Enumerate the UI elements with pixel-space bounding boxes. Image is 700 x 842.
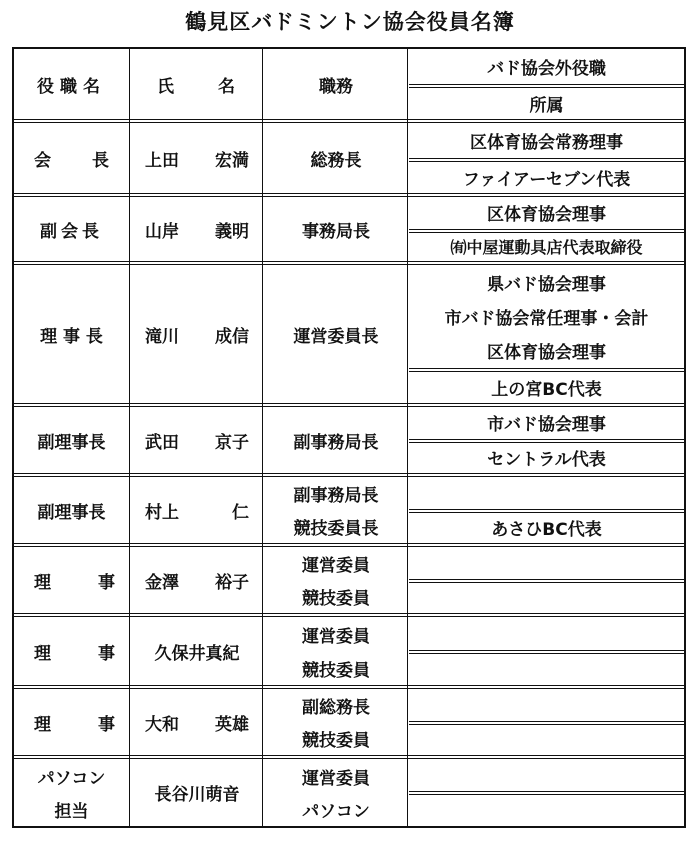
affil-cell: ファイアーセブン代表 (462, 169, 631, 190)
ext-cell: 区体育協会理事 (487, 205, 606, 225)
name-cell (131, 123, 263, 193)
table-row (14, 197, 684, 261)
name-text: 京子 (215, 432, 249, 453)
affil-cell: ㈲中屋運動具店代表取締役 (450, 238, 643, 257)
table-row (14, 759, 684, 826)
role-cell: 副会長 (40, 221, 103, 242)
ext-cell (409, 759, 684, 790)
role-cell: 担当 (54, 802, 89, 822)
duty-cell: 競技委員 (302, 589, 370, 609)
duty-cell: 副事務局長 (293, 432, 379, 453)
affil-cell: 上の宮BC代表 (491, 379, 602, 400)
name-text: 英雄 (215, 714, 249, 735)
name-text: 武田 (145, 432, 179, 453)
ext-cell: 区体育協会常務理事 (470, 132, 623, 153)
affil-cell: あさひBC代表 (491, 520, 602, 540)
name-cell: 久保井真紀 (154, 643, 240, 664)
affil-cell (409, 582, 684, 613)
header-ext: バド協会外役職 (487, 58, 606, 79)
duty-cell: パソコン (302, 802, 370, 822)
name-cell: 長谷川萌音 (154, 785, 240, 805)
ext-cell (409, 617, 684, 649)
ext-cell: 県バド協会理事 (487, 274, 606, 295)
table-row (14, 477, 684, 543)
role-cell: 副理事長 (37, 502, 106, 523)
name-cell (131, 265, 263, 403)
duty-cell: 運営委員 (302, 556, 370, 576)
name-text: 金澤 (145, 572, 179, 593)
table-header (14, 49, 684, 119)
header-name-a: 氏 (157, 76, 174, 97)
role-text: 事 (98, 572, 115, 593)
role-text: 理 (34, 714, 51, 735)
table-row (14, 689, 684, 755)
officer-table (12, 47, 686, 828)
name-text: 裕子 (215, 572, 249, 593)
name-text: 宏満 (215, 150, 249, 171)
duty-cell: 事務局長 (302, 221, 370, 242)
header-role: 役職名 (37, 76, 106, 97)
header-duty: 職務 (319, 76, 353, 97)
role-cell: 副理事長 (37, 432, 106, 453)
name-text: 上田 (145, 150, 179, 171)
name-cell (131, 477, 263, 543)
duty-cell: 副総務長 (302, 698, 370, 718)
name-cell (131, 689, 263, 755)
ext-cell: 区体育協会理事 (487, 342, 606, 363)
duty-cell: 競技委員長 (293, 519, 379, 539)
role-cell: パソコン (37, 768, 106, 789)
affil-cell (409, 724, 684, 755)
name-text: 大和 (145, 714, 179, 735)
role-cell (14, 123, 129, 193)
table-row (14, 265, 684, 403)
name-text: 成信 (215, 326, 249, 347)
duty-cell: 副事務局長 (293, 486, 379, 506)
ext-cell (409, 547, 684, 578)
name-cell (131, 407, 263, 473)
role-text: 事 (98, 643, 115, 664)
header-affil: 所属 (529, 95, 564, 116)
duty-cell: 運営委員 (302, 768, 370, 789)
duty-cell: 総務長 (310, 150, 362, 171)
role-cell: 理 事 長 (40, 326, 103, 347)
role-cell (14, 547, 129, 613)
header-name-b: 名 (218, 76, 235, 97)
ext-cell: 市バド協会理事 (487, 415, 606, 435)
name-text: 仁 (232, 502, 249, 523)
duty-cell: 運営委員長 (293, 326, 379, 347)
header-name (131, 49, 263, 119)
name-text: 村上 (145, 502, 179, 523)
duty-cell: 運営委員 (302, 626, 370, 647)
role-text: 理 (34, 643, 51, 664)
affil-cell: セントラル代表 (487, 450, 606, 470)
name-text: 山岸 (145, 221, 179, 242)
ext-cell (409, 477, 684, 508)
name-text: 義明 (215, 221, 249, 242)
duty-cell: 競技委員 (302, 731, 370, 751)
affil-cell (409, 794, 684, 826)
role-text: 事 (98, 714, 115, 735)
table-row (14, 547, 684, 613)
table-row (14, 617, 684, 685)
role-text: 長 (92, 150, 109, 171)
name-cell (131, 547, 263, 613)
duty-cell: 競技委員 (302, 660, 370, 681)
role-text: 理 (34, 572, 51, 593)
name-cell (131, 197, 263, 261)
table-row (14, 407, 684, 473)
role-text: 会 (34, 150, 51, 171)
ext-cell: 市バド協会常任理事・会計 (444, 308, 649, 329)
table-row (14, 123, 684, 193)
page-title: 鶴見区バドミントン協会役員名簿 (185, 10, 515, 34)
name-text: 滝川 (145, 326, 179, 347)
ext-cell (409, 689, 684, 720)
role-cell (14, 689, 129, 755)
role-cell (14, 617, 129, 685)
affil-cell (409, 653, 684, 685)
